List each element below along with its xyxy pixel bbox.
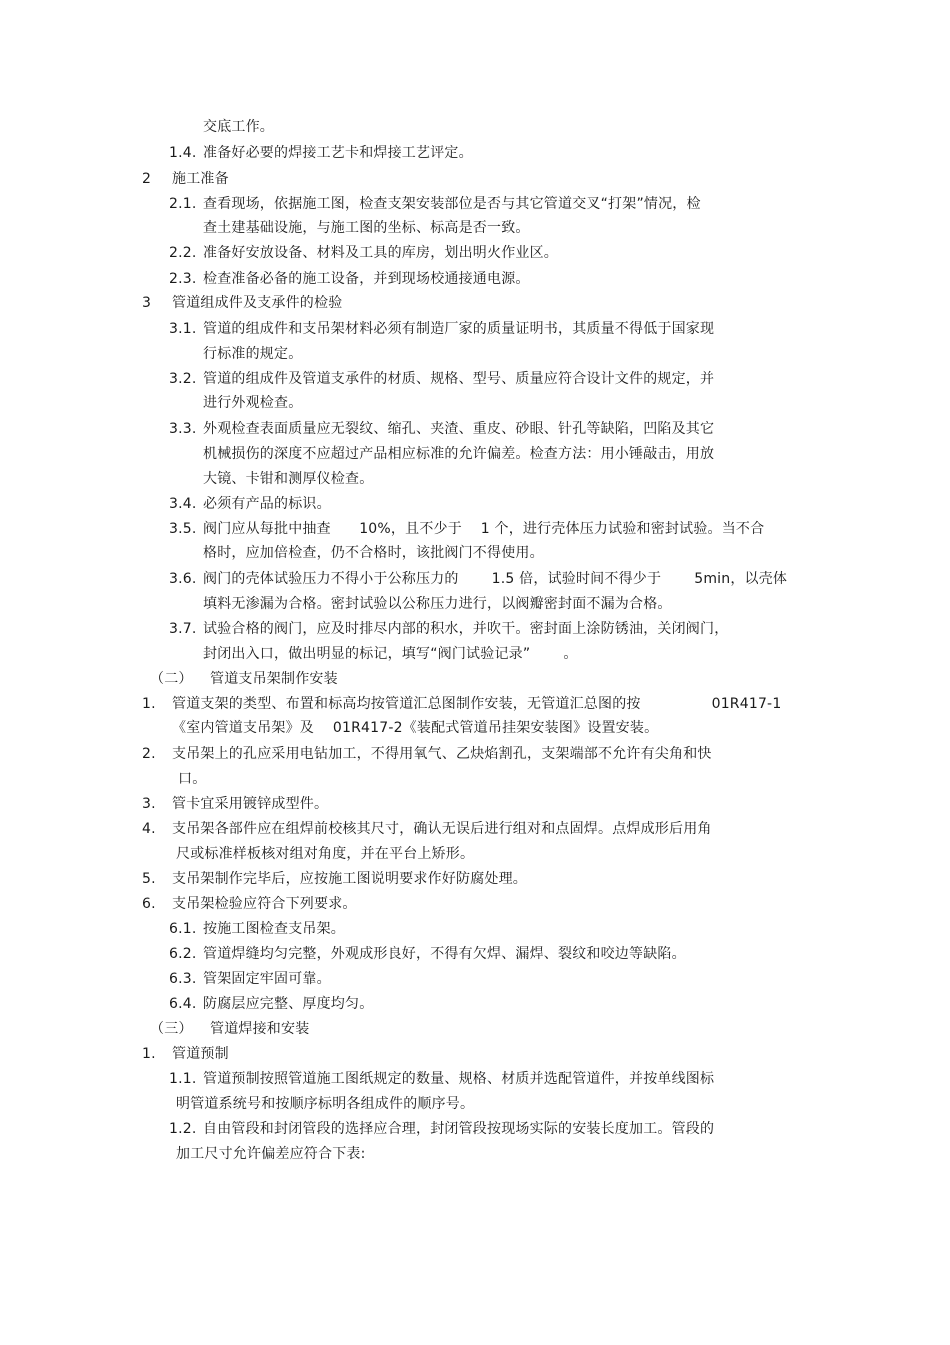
text-line: 查土建基础设施，与施工图的坐标、标高是否一致。: [203, 220, 530, 236]
numbered-item: 1. 管道预制: [142, 1046, 229, 1062]
numbered-item: 5. 支吊架制作完毕后，应按施工图说明要求作好防腐处理。: [142, 871, 527, 887]
numbered-item: 6.2. 管道焊缝均匀完整，外观成形良好，不得有欠焊、漏焊、裂纹和咬边等缺陷。: [169, 946, 686, 962]
numbered-item: 2.2. 准备好安放设备、材料及工具的库房，划出明火作业区。: [169, 245, 558, 261]
text-line: 进行外观检查。: [203, 395, 303, 411]
chapter-heading: （二） 管道支吊架制作安装: [150, 671, 338, 687]
text-line: 大镜、卡钳和测厚仪检查。: [203, 471, 374, 487]
text-line: 明管道系统号和按顺序标明各组成件的顺序号。: [176, 1096, 475, 1112]
numbered-item: 1. 管道支架的类型、布置和标高均按管道汇总图制作安装，无管道汇总图的按 01R417-1: [142, 696, 782, 712]
numbered-item: 3.2. 管道的组成件及管道支承件的材质、规格、型号、质量应符合设计文件的规定，并: [169, 371, 715, 387]
numbered-item: 2.1. 查看现场，依据施工图，检查支架安装部位是否与其它管道交叉“打架”情况，检: [169, 196, 701, 212]
numbered-item: 6.4. 防腐层应完整、厚度均匀。: [169, 996, 374, 1012]
numbered-item: 2. 支吊架上的孔应采用电钻加工，不得用氧气、乙炔焰割孔，支架端部不允许有尖角和快: [142, 746, 712, 762]
chapter-heading: （三） 管道焊接和安装: [150, 1021, 310, 1037]
numbered-item: 6.1. 按施工图检查支吊架。: [169, 921, 345, 937]
numbered-item: 1.1. 管道预制按照管道施工图纸规定的数量、规格、材质并选配管道件，并按单线图标: [169, 1071, 715, 1087]
section-heading: 3 管道组成件及支承件的检验: [142, 295, 343, 311]
text-line: 行标准的规定。: [203, 346, 303, 362]
numbered-item: 3.5. 阀门应从每批中抽查 10%，且不少于 1 个，进行壳体压力试验和密封试验。当不合: [169, 521, 765, 537]
text-line: 交底工作。: [203, 119, 274, 135]
text-line: 机械损伤的深度不应超过产品相应标准的允许偏差。检查方法：用小锤敲击，用放: [203, 446, 715, 462]
section-heading: 2 施工准备: [142, 171, 229, 187]
numbered-item: 2.3. 检查准备必备的施工设备，并到现场校通接通电源。: [169, 271, 530, 287]
text-line: 口。: [178, 771, 207, 787]
numbered-item: 3.1. 管道的组成件和支吊架材料必须有制造厂家的质量证明书，其质量不得低于国家现: [169, 321, 715, 337]
text-line: 《室内管道支吊架》及 01R417-2《装配式管道吊挂架安装图》设置安装。: [172, 720, 659, 736]
numbered-item: 1.4. 准备好必要的焊接工艺卡和焊接工艺评定。: [169, 145, 473, 161]
numbered-item: 3.7. 试验合格的阀门，应及时排尽内部的积水，并吹干。密封面上涂防锈油，关闭阀门，: [169, 621, 729, 637]
numbered-item: 3.6. 阀门的壳体试验压力不得小于公称压力的 1.5 倍，试验时间不得少于 5min，以壳体: [169, 571, 788, 587]
numbered-item: 3. 管卡宜采用镀锌成型件。: [142, 796, 329, 812]
numbered-item: 3.3. 外观检查表面质量应无裂纹、缩孔、夹渣、重皮、砂眼、针孔等缺陷，凹陷及其它: [169, 421, 715, 437]
text-line: 封闭出入口，做出明显的标记，填写“阀门试验记录” 。: [203, 646, 578, 662]
numbered-item: 6. 支吊架检验应符合下列要求。: [142, 896, 357, 912]
numbered-item: 3.4. 必须有产品的标识。: [169, 496, 331, 512]
numbered-item: 1.2. 自由管段和封闭管段的选择应合理，封闭管段按现场实际的安装长度加工。管段的: [169, 1121, 715, 1137]
text-line: 尺或标准样板核对组对角度，并在平台上矫形。: [176, 846, 475, 862]
numbered-item: 4. 支吊架各部件应在组焊前校核其尺寸，确认无误后进行组对和点固焊。点焊成形后用角: [142, 821, 712, 837]
numbered-item: 6.3. 管架固定牢固可靠。: [169, 971, 331, 987]
text-line: 格时，应加倍检查，仍不合格时，该批阀门不得使用。: [203, 545, 544, 561]
text-line: 填料无渗漏为合格。密封试验以公称压力进行，以阀瓣密封面不漏为合格。: [203, 596, 672, 612]
text-line: 加工尺寸允许偏差应符合下表:: [176, 1146, 366, 1162]
